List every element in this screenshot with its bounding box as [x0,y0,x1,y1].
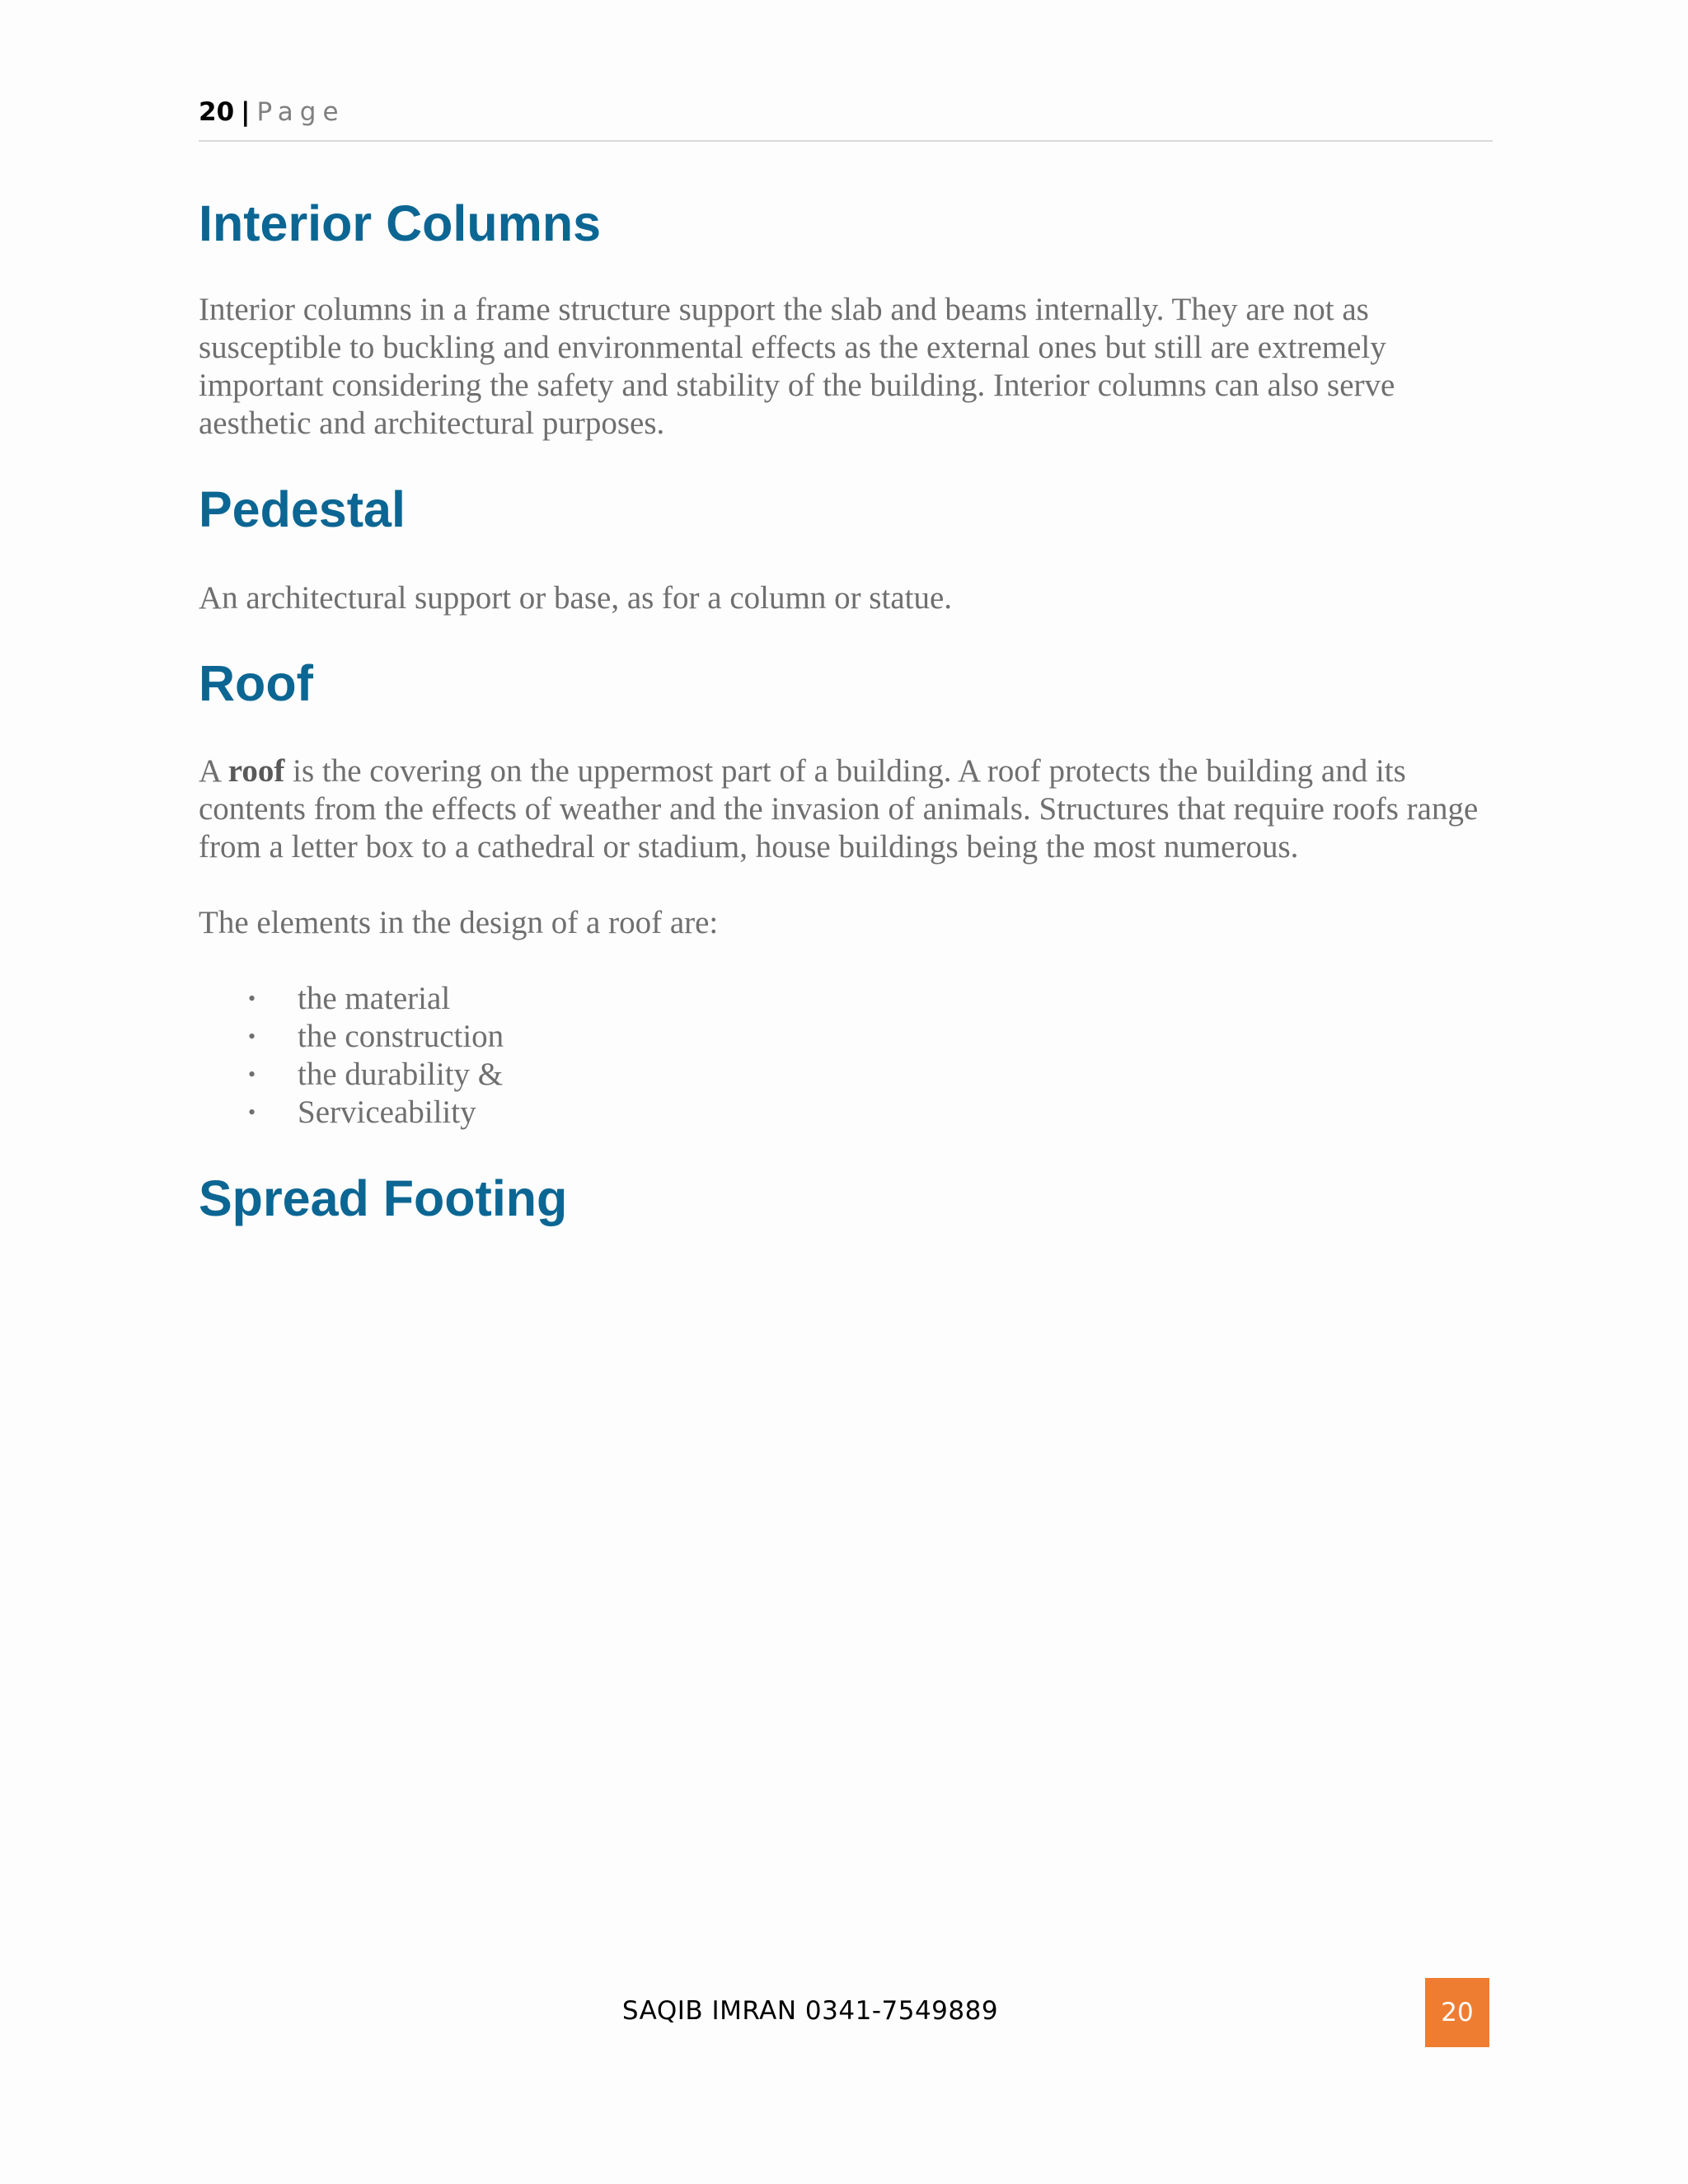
bullet-icon: • [248,1062,256,1086]
header-page-number: 20 [199,97,235,127]
roof-elements-list [199,980,504,1132]
page-header [199,97,1493,142]
list-item [199,980,504,1018]
heading-interior-columns: Interior Columns [199,195,602,251]
list-item [199,1094,504,1132]
footer-author: SAQIB IMRAN 0341-7549889 [621,1996,999,2026]
list-item-text: the durability & [298,1057,504,1092]
paragraph-interior-columns: Interior columns in a frame structure support the slab and beams internally. They are not as susceptible to buckling and environmental effects as the external ones but still are extremely important considering the safety and stability of the building. Interior columns can also serve aesthetic and architectural purposes. [199,292,1395,441]
paragraph-pedestal: An architectural support or base, as for a column or statue. [199,580,953,616]
heading-pedestal: Pedestal [199,481,406,537]
bullet-icon: • [248,1024,256,1048]
roof-intro-bold: roof [227,753,285,789]
footer-page-badge: 20 [1425,1978,1489,2047]
list-item-text: Serviceability [298,1094,476,1130]
bullet-icon: • [248,1100,256,1124]
heading-spread-footing: Spread Footing [199,1170,568,1226]
roof-intro-prefix: A [199,753,228,789]
header-separator: | [241,97,251,127]
list-item-text: the construction [298,1019,504,1054]
list-item [199,1018,504,1056]
list-item-text: the material [298,981,451,1016]
heading-roof: Roof [199,655,313,711]
roof-list-intro: The elements in the design of a roof are: [199,905,719,940]
list-item [199,1056,504,1094]
paragraph-roof [199,752,1509,866]
bullet-icon: • [248,987,256,1010]
header-page-word: Page [256,97,345,127]
roof-intro-rest: is the covering on the uppermost part of a building. A roof protects the building and its contents from the effects of weather and the invasion of animals. Structures that require roofs range from a letter box to a cathedral or stadium, house buildings being the most numerous. [199,753,1479,865]
